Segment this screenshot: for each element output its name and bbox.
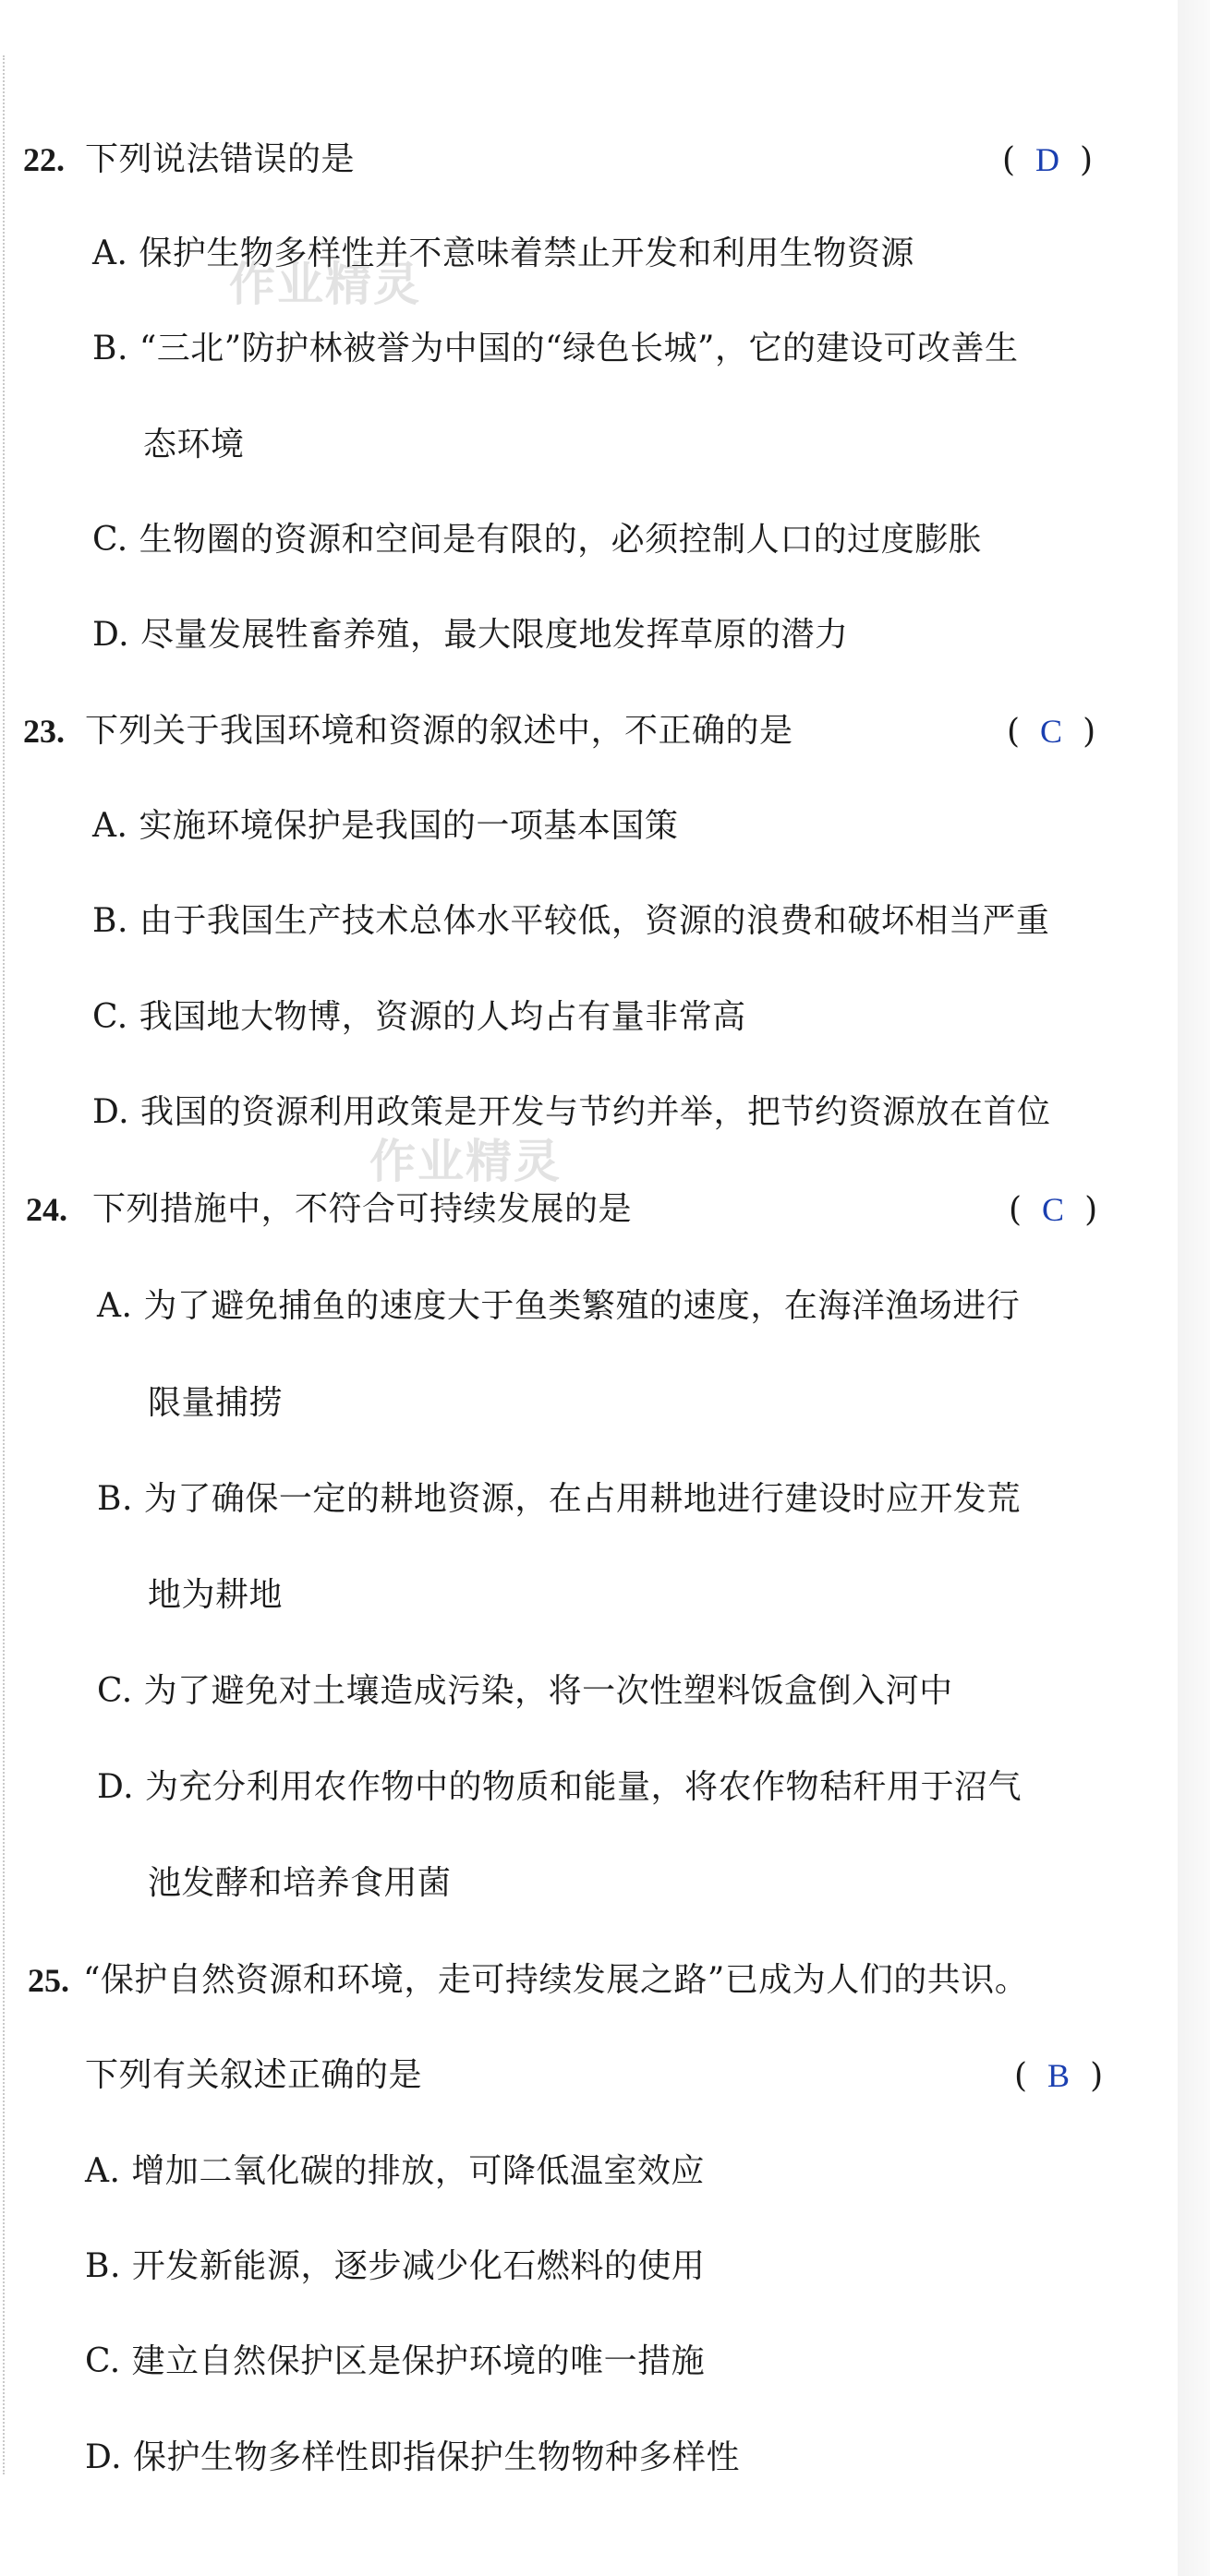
question-23-header xyxy=(0,704,1178,759)
question-stem: “保护自然资源和环境，走可持续发展之路”已成为人们的共识。 xyxy=(83,1961,1029,1999)
option-a: A. 实施环境保护是我国的一项基本国策 xyxy=(92,807,679,845)
option-b: B. 开发新能源，逐步减少化石燃料的使用 xyxy=(85,2247,706,2285)
option-b: B. “三北”防护林被誉为中国的“绿色长城”，它的建设可改善生 xyxy=(92,330,1019,367)
option-d: D. 我国的资源利用政策是开发与节约并举，把节约资源放在首位 xyxy=(92,1093,1051,1131)
answer-box: ( C ) xyxy=(1009,1191,1098,1229)
option-c: C. 生物圈的资源和空间是有限的，必须控制人口的过度膨胀 xyxy=(92,521,983,559)
option-b: B. 为了确保一定的耕地资源，在占用耕地进行建设时应开发荒 xyxy=(97,1480,1021,1518)
option-c: C. 为了避免对土壤造成污染，将一次性塑料饭盒倒入河中 xyxy=(97,1672,953,1710)
option-b: B. 由于我国生产技术总体水平较低，资源的浪费和破坏相当严重 xyxy=(92,902,1050,940)
question-number: 24. xyxy=(26,1191,67,1228)
option-d: D. 为充分利用农作物中的物质和能量，将农作物秸秆用于沼气 xyxy=(97,1768,1022,1806)
option-a: A. 保护生物多样性并不意味着禁止开发和利用生物资源 xyxy=(92,235,914,272)
question-stem: 下列说法错误的是 xyxy=(85,140,356,178)
page-edge xyxy=(1178,0,1210,2576)
watermark: 作业精灵 xyxy=(369,1135,562,1188)
option-d-continued: 池发酵和培养食用菌 xyxy=(148,1864,452,1902)
option-a: A. 增加二氧化碳的排放，可降低温室效应 xyxy=(85,2152,705,2190)
answer-box: ( D ) xyxy=(1002,141,1094,179)
option-b-continued: 态环境 xyxy=(143,426,245,463)
question-number: 25. xyxy=(28,1962,69,1999)
question-stem: 下列关于我国环境和资源的叙述中，不正确的是 xyxy=(85,712,793,750)
option-c: C. 建立自然保护区是保护环境的唯一措施 xyxy=(85,2342,706,2380)
question-number: 22. xyxy=(23,141,65,178)
answer-letter: C xyxy=(1040,713,1063,750)
option-c: C. 我国地大物博，资源的人均占有量非常高 xyxy=(92,998,746,1036)
answer-letter: B xyxy=(1047,2057,1071,2094)
option-d: D. 尽量发展牲畜养殖，最大限度地发挥草原的潜力 xyxy=(92,616,849,654)
question-25-header xyxy=(0,1953,1178,2008)
question-22-header xyxy=(0,132,1178,187)
answer-letter: D xyxy=(1035,141,1060,178)
option-a-continued: 限量捕捞 xyxy=(148,1384,284,1422)
option-b-continued: 地为耕地 xyxy=(148,1576,284,1614)
question-stem: 下列措施中，不符合可持续发展的是 xyxy=(92,1190,633,1228)
answer-box: ( C ) xyxy=(1007,713,1096,751)
question-stem-continued: 下列有关叙述正确的是 xyxy=(85,2056,423,2094)
question-number: 23. xyxy=(23,713,65,750)
answer-letter: C xyxy=(1042,1191,1065,1228)
question-25-stem-continued xyxy=(0,2048,1178,2103)
question-24-header xyxy=(0,1182,1178,1237)
option-d: D. 保护生物多样性即指保护生物物种多样性 xyxy=(85,2438,740,2476)
watermark: 作业精灵 xyxy=(229,258,421,311)
option-a: A. 为了避免捕鱼的速度大于鱼类繁殖的速度，在海洋渔场进行 xyxy=(97,1287,1021,1325)
answer-box: ( B ) xyxy=(1014,2057,1104,2095)
